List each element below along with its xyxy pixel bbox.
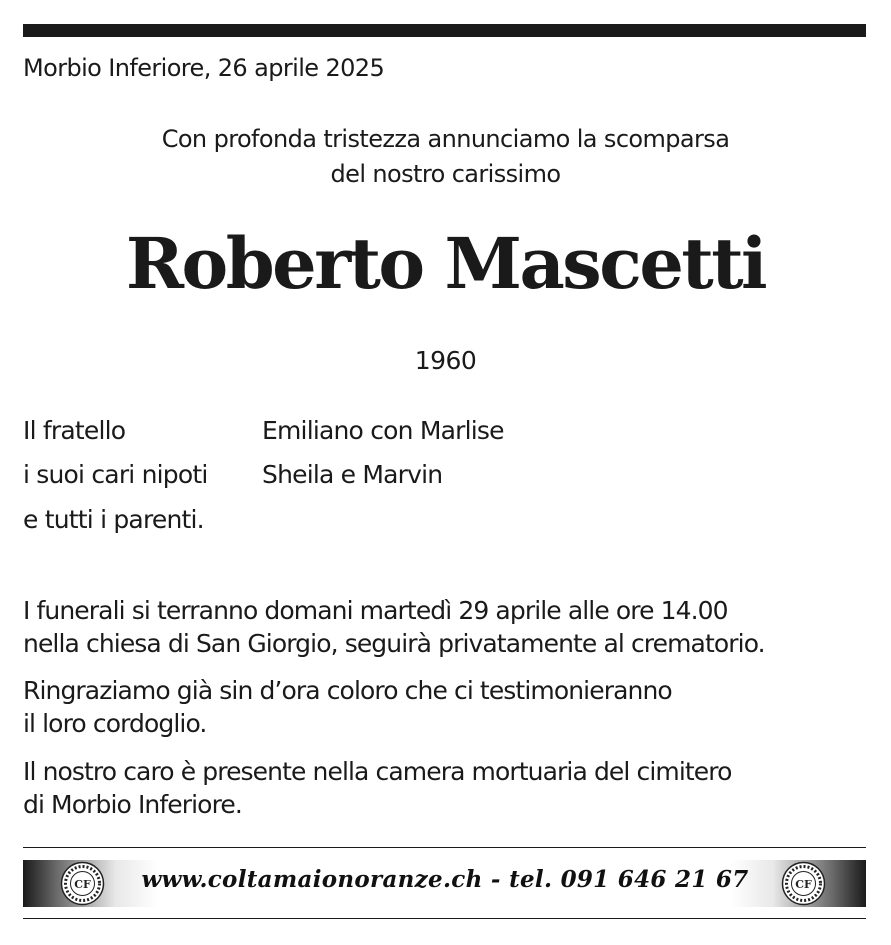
svg-text:CF: CF (74, 878, 91, 891)
paragraph-line: Il nostro caro è presente nella camera mortuaria del cimitero (23, 757, 732, 786)
footer-contact: www.coltamaionoranze.ch - tel. 091 646 21 67 (141, 866, 749, 893)
family-names: Sheila e Marvin (262, 460, 443, 489)
footer-bottom-rule (23, 918, 866, 919)
announcement-line-2: del nostro carissimo (330, 160, 561, 188)
funeral-home-emblem-icon (781, 861, 826, 906)
place-date: Morbio Inferiore, 26 aprile 2025 (23, 54, 385, 82)
family-names: Emiliano con Marlise (262, 416, 504, 445)
family-relation: e tutti i parenti. (23, 505, 204, 534)
deceased-name: Roberto Mascetti (125, 222, 766, 305)
top-border-bar (23, 24, 866, 37)
funeral-paragraph (23, 594, 765, 660)
viewing-paragraph (23, 755, 731, 821)
footer-top-rule (23, 847, 866, 848)
paragraph-line: I funerali si terranno domani martedì 29 aprile alle ore 14.00 (23, 596, 728, 625)
paragraph-line: di Morbio Inferiore. (23, 790, 242, 819)
paragraph-line: nella chiesa di San Giorgio, seguirà privatamente al crematorio. (23, 629, 765, 658)
funeral-home-emblem-icon (60, 861, 105, 906)
family-relation: Il fratello (23, 416, 126, 445)
family-relation: i suoi cari nipoti (23, 460, 208, 489)
thanks-paragraph (23, 674, 672, 740)
paragraph-line: il loro cordoglio. (23, 709, 207, 738)
announcement-line-1: Con profonda tristezza annunciamo la scomparsa (161, 125, 730, 153)
paragraph-line: Ringraziamo già sin d’ora coloro che ci testimonieranno (23, 676, 672, 705)
svg-text:CF: CF (795, 878, 812, 891)
birth-year: 1960 (414, 346, 477, 375)
